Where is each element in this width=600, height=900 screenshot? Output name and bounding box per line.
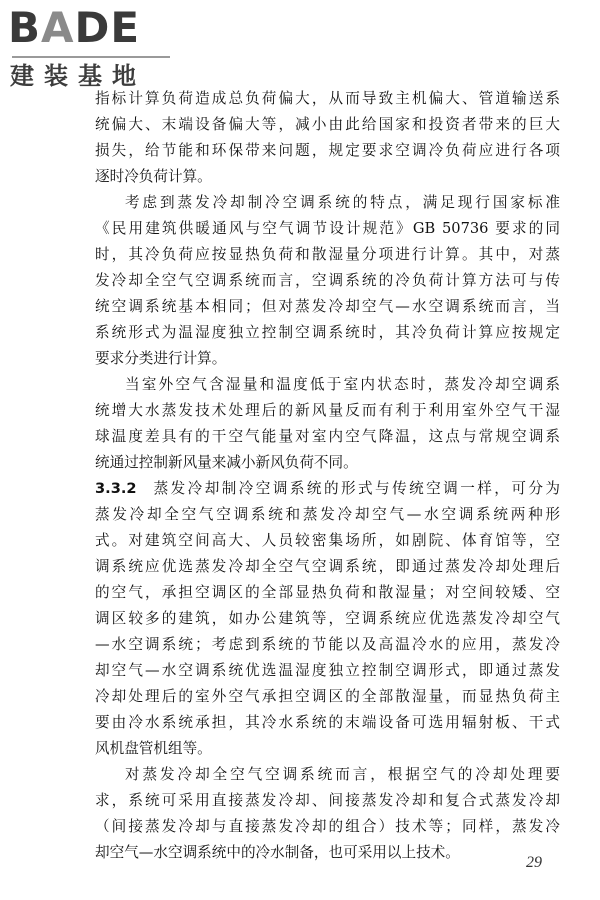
text-line: 时，其冷负荷应按显热负荷和散湿量分项进行计算。其中，对蒸: [95, 246, 560, 263]
text-line: 球温度差具有的干空气能量对室内空气降温，这点与常规空调系: [95, 428, 560, 445]
text-line: 要求分类进行计算。: [95, 350, 227, 367]
text-line: （间接蒸发冷却与直接蒸发冷却的组合）技术等；同样，蒸发冷: [95, 818, 560, 835]
watermark-logo: [8, 4, 178, 90]
text-line: 对蒸发冷却全空气空调系统而言，根据空气的冷却处理要: [125, 766, 560, 783]
watermark-brand-accent: A: [41, 3, 75, 52]
text-line: 冷却处理后的室外空气承担空调区的全部散湿量，而显热负荷主: [95, 688, 560, 705]
text-line: 的空气，承担空调区的全部显热负荷和散湿量；对空间较矮、空: [95, 584, 560, 601]
text-line: 风机盘管机组等。: [95, 740, 212, 757]
watermark-divider: [12, 56, 170, 58]
text-line: 却空气—水空调系统优选温湿度独立控制空调形式，即通过蒸发: [95, 662, 560, 679]
text-line: 《民用建筑供暖通风与空气调节设计规范》GB 50736 要求的同: [95, 220, 560, 237]
text-line: 系统形式为温湿度独立控制空调系统时，其冷负荷计算应按规定: [95, 324, 560, 341]
clause-first-line: [95, 476, 560, 502]
text-line: 统通过控制新风量来减小新风负荷不同。: [95, 454, 358, 471]
clause-text: 蒸发冷却制冷空调系统的形式与传统空调一样，可分为: [151, 480, 560, 497]
watermark-brand: BADE: [8, 3, 141, 52]
text-line: 逐时冷负荷计算。: [95, 168, 212, 185]
text-line: —水空调系统；考虑到系统的节能以及高温冷水的应用，蒸发冷: [95, 636, 560, 653]
text-line: 统空调系统基本相同；但对蒸发冷却空气—水空调系统而言，当: [95, 298, 560, 315]
text-line: 调区较多的建筑，如办公建筑等，空调系统应优选蒸发冷却空气: [95, 610, 560, 627]
text-line: 考虑到蒸发冷却制冷空调系统的特点，满足现行国家标准: [125, 194, 560, 211]
page-number: 29: [526, 854, 542, 871]
clause-number: 3.3.2: [95, 480, 137, 497]
text-line: 式。对建筑空间高大、人员较密集场所，如剧院、体育馆等，空: [95, 532, 560, 549]
text-line: 要由冷水系统承担，其冷水系统的末端设备可选用辐射板、干式: [95, 714, 560, 731]
text-line: 当室外空气含湿量和温度低于室内状态时，蒸发冷却空调系: [125, 376, 560, 393]
page-body: [95, 86, 560, 866]
text-line: 却空气—水空调系统中的冷水制备，也可采用以上技术。: [95, 844, 460, 861]
text-line: 求，系统可采用直接蒸发冷却、间接蒸发冷却和复合式蒸发冷却: [95, 792, 560, 809]
text-line: 调系统应优选蒸发冷却全空气空调系统，即通过蒸发冷却处理后: [95, 558, 560, 575]
text-line: 指标计算负荷造成总负荷偏大，从而导致主机偏大、管道输送系: [95, 90, 560, 107]
text-line: 损失，给节能和环保带来问题，规定要求空调冷负荷应进行各项: [95, 142, 560, 159]
text-line: 统偏大、末端设备偏大等，减小由此给国家和投资者带来的巨大: [95, 116, 560, 133]
text-line: 统增大水蒸发技术处理后的新风量反而有利于利用室外空气干湿: [95, 402, 560, 419]
text-line: 蒸发冷却全空气空调系统和蒸发冷却空气—水空调系统两种形: [95, 506, 560, 523]
watermark-subtitle: 建装基地: [10, 62, 146, 90]
text-line: 发冷却全空气空调系统而言，空调系统的冷负荷计算方法可与传: [95, 272, 560, 289]
